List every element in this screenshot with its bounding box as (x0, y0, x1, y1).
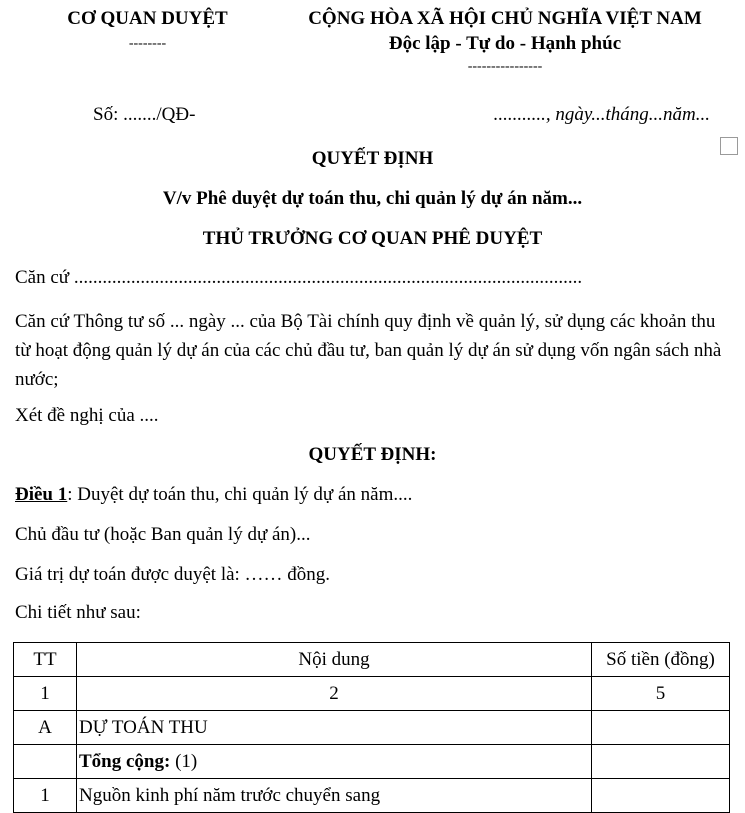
column-header-tt: TT (14, 643, 77, 677)
motto-separator: ---------------- (467, 59, 543, 74)
total-note: (1) (170, 750, 198, 772)
decision-title: QUYẾT ĐỊNH (311, 148, 434, 169)
tt-cell (14, 745, 77, 779)
amount-cell (592, 779, 730, 813)
article-1-text: : Duyệt dự toán thu, chi quản lý dự án năm.... (67, 484, 413, 505)
approved-value-line: Giá trị dự toán được duyệt là: …… đồng. (15, 564, 331, 585)
agency-separator: -------- (128, 36, 167, 51)
decision-heading: QUYẾT ĐỊNH: (308, 444, 437, 465)
index-cell: 2 (77, 677, 592, 711)
legal-basis-1: Căn cứ ........................................................................................................... (15, 267, 583, 288)
table-row (14, 677, 730, 711)
details-line: Chi tiết như sau: (15, 602, 141, 623)
budget-table (13, 642, 730, 813)
legal-basis-3: Xét đề nghị của .... (15, 405, 159, 426)
amount-cell (592, 711, 730, 745)
index-cell: 1 (14, 677, 77, 711)
column-header-content: Nội dung (77, 643, 592, 677)
document-date: ..........., ngày...tháng...năm... (493, 104, 710, 125)
tt-cell: 1 (14, 779, 77, 813)
approving-authority: THỦ TRƯỞNG CƠ QUAN PHÊ DUYỆT (202, 228, 543, 249)
national-motto: Độc lập - Tự do - Hạnh phúc (388, 33, 622, 54)
amount-cell (592, 745, 730, 779)
index-cell: 5 (592, 677, 730, 711)
content-cell: Nguồn kinh phí năm trước chuyển sang (77, 779, 592, 813)
decision-subject: V/v Phê duyệt dự toán thu, chi quản lý dự án năm... (162, 188, 583, 209)
section-tt: A (14, 711, 77, 745)
table-row (14, 745, 730, 779)
column-header-amount: Số tiền (đồng) (592, 643, 730, 677)
investor-line: Chủ đầu tư (hoặc Ban quản lý dự án)... (15, 524, 311, 545)
article-1-label: Điều 1 (15, 484, 68, 505)
national-title: CỘNG HÒA XÃ HỘI CHỦ NGHĨA VIỆT NAM (308, 8, 702, 29)
document-number: Số: ......./QĐ- (93, 104, 196, 125)
total-label: Tổng cộng: (79, 750, 171, 772)
section-title: DỰ TOÁN THU (77, 711, 592, 745)
article-1 (15, 484, 412, 506)
legal-basis-2: Căn cứ Thông tư số ... ngày ... của Bộ Tài chính quy định về quản lý, sử dụng các khoản thu từ hoạt động quản lý dự án của các chủ đầu tư, ban quản lý dự án sử dụng vốn ngân sách nhà nước; (15, 311, 722, 390)
table-row (14, 779, 730, 813)
table-header-row (14, 643, 730, 677)
total-cell (77, 745, 592, 779)
issuing-agency: CƠ QUAN DUYỆT (67, 8, 228, 29)
table-row (14, 711, 730, 745)
